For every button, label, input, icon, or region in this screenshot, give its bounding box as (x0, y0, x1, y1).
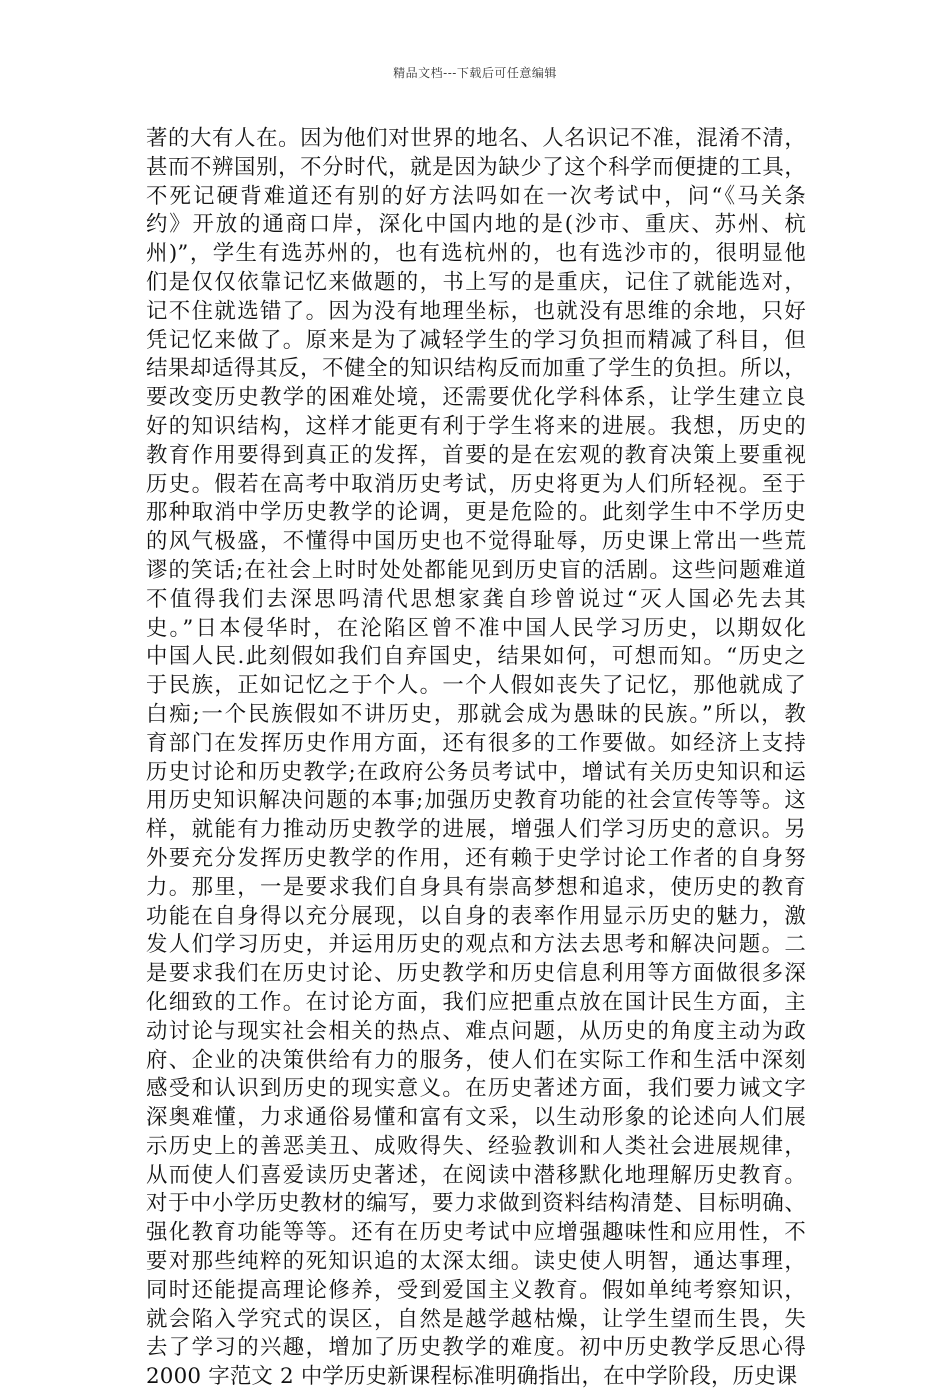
text-line: 甚而不辨国别，不分时代，就是因为缺少了这个科学而便捷的工具， (146, 154, 806, 180)
text-line: 教育作用要得到真正的发挥，首要的是在宏观的教育决策上要重视 (146, 442, 806, 468)
text-line: 凭记忆来做了。原来是为了减轻学生的学习负担而精减了科目，但 (146, 327, 806, 353)
text-line: 史。”日本侵华时，在沦陷区曾不准中国人民学习历史，以期奴化 (146, 615, 806, 641)
text-line: 育部门在发挥历史作用方面，还有很多的工作要做。如经济上支持 (146, 730, 806, 756)
text-line: 们是仅仅依靠记忆来做题的，书上写的是重庆，记住了就能选对， (146, 269, 806, 295)
text-line: 强化教育功能等等。还有在历史考试中应增强趣味性和应用性，不 (146, 1220, 806, 1246)
text-line: 要改变历史教学的困难处境，还需要优化学科体系，让学生建立良 (146, 385, 806, 411)
text-line: 用历史知识解决问题的本事;加强历史教育功能的社会宣传等等。这 (146, 788, 806, 814)
text-line: 动讨论与现实社会相关的热点、难点问题，从历史的角度主动为政 (146, 1018, 806, 1044)
text-line: 谬的笑话;在社会上时时处处都能见到历史盲的活剧。这些问题难道 (146, 557, 806, 583)
text-line: 记不住就选错了。因为没有地理坐标，也就没有思维的余地，只好 (146, 298, 806, 324)
text-line: 白痴;一个民族假如不讲历史，那就会成为愚昧的民族。”所以，教 (146, 701, 806, 727)
text-line: 就会陷入学究式的误区，自然是越学越枯燥，让学生望而生畏，失 (146, 1306, 806, 1332)
text-line: 化细致的工作。在讨论方面，我们应把重点放在国计民生方面，主 (146, 989, 806, 1015)
text-line: 功能在自身得以充分展现，以自身的表率作用显示历史的魅力，激 (146, 903, 806, 929)
text-line: 结果却适得其反，不健全的知识结构反而加重了学生的负担。所以， (146, 356, 806, 382)
text-line: 感受和认识到历史的现实意义。在历史著述方面，我们要力诫文字 (146, 1076, 806, 1102)
page-header: 精品文档---下载后可任意编辑 (393, 66, 557, 80)
text-line: 历史讨论和历史教学;在政府公务员考试中，增试有关历史知识和运 (146, 759, 806, 785)
text-line: 发人们学习历史，并运用历史的观点和方法去思考和解决问题。二 (146, 932, 806, 958)
text-line: 中国人民.此刻假如我们自弃国史，结果如何，可想而知。“历史之 (146, 644, 806, 670)
text-line: 样，就能有力推动历史教学的进展，增强人们学习历史的意识。另 (146, 817, 806, 843)
text-line: 力。那里，一是要求我们自身具有崇高梦想和追求，使历史的教育 (146, 874, 806, 900)
text-line: 是要求我们在历史讨论、历史教学和历史信息利用等方面做很多深 (146, 961, 806, 987)
text-line: 约》开放的通商口岸，深化中国内地的是(沙市、重庆、苏州、杭 (146, 212, 806, 238)
text-line: 2000 字范文 2 中学历史新课程标准明确指出，在中学阶段，历史课 (146, 1364, 798, 1390)
text-line: 要对那些纯粹的死知识追的太深太细。读史使人明智，通达事理， (146, 1249, 806, 1275)
text-line: 外要充分发挥历史教学的作用，还有赖于史学讨论工作者的自身努 (146, 845, 806, 871)
text-line: 那种取消中学历史教学的论调，更是危险的。此刻学生中不学历史 (146, 500, 806, 526)
text-line: 不值得我们去深思吗清代思想家龚自珍曾说过“灭人国必先去其 (146, 586, 806, 612)
text-line: 从而使人们喜爱读历史著述，在阅读中潜移默化地理解历史教育。 (146, 1162, 806, 1188)
text-line: 对于中小学历史教材的编写，要力求做到资料结构清楚、目标明确、 (146, 1191, 806, 1217)
text-line: 好的知识结构，这样才能更有利于学生将来的进展。我想，历史的 (146, 413, 806, 439)
text-line: 去了学习的兴趣，增加了历史教学的难度。初中历史教学反思心得 (146, 1335, 806, 1361)
text-line: 历史。假若在高考中取消历史考试，历史将更为人们所轻视。至于 (146, 471, 806, 497)
text-line: 州)”，学生有选苏州的，也有选杭州的，也有选沙市的，很明显他 (146, 241, 806, 267)
text-line: 同时还能提高理论修养，受到爱国主义教育。假如单纯考察知识， (146, 1277, 806, 1303)
text-line: 示历史上的善恶美丑、成败得失、经验教训和人类社会进展规律， (146, 1133, 806, 1159)
text-line: 的风气极盛，不懂得中国历史也不觉得耻辱，历史课上常出一些荒 (146, 529, 806, 555)
document-body (146, 125, 806, 1392)
text-line: 府、企业的决策供给有力的服务，使人们在实际工作和生活中深刻 (146, 1047, 806, 1073)
text-line: 不死记硬背难道还有别的好方法吗如在一次考试中，问“《马关条 (146, 183, 806, 209)
text-line: 深奥难懂，力求通俗易懂和富有文采，以生动形象的论述向人们展 (146, 1105, 806, 1131)
text-line: 著的大有人在。因为他们对世界的地名、人名识记不准，混淆不清， (146, 126, 806, 151)
text-line: 于民族，正如记忆之于个人。一个人假如丧失了记忆，那他就成了 (146, 673, 806, 699)
